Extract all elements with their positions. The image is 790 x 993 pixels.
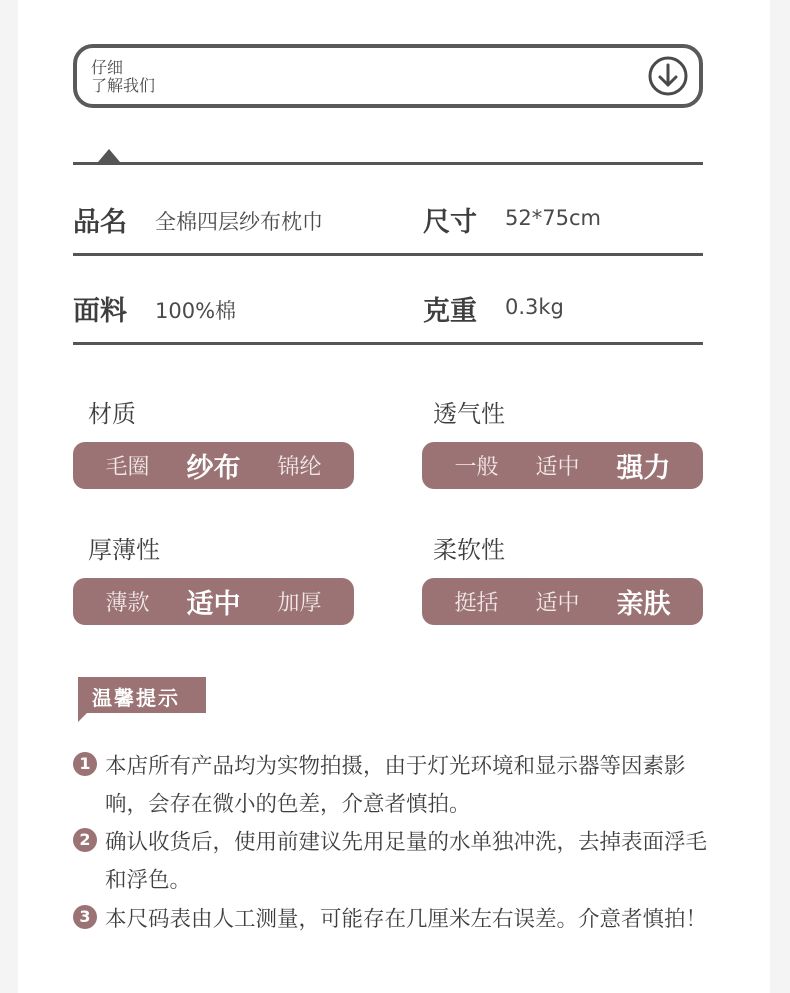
- spec-label-size: 尺寸: [423, 207, 477, 238]
- divider-pointer: [98, 149, 120, 162]
- attr-scale-thickness: [73, 578, 354, 625]
- spec-value-name: 全棉四层纱布枕巾: [155, 210, 323, 234]
- attr-title-material: 材质: [88, 400, 136, 428]
- banner-text: [91, 59, 155, 95]
- attr-scale-material: [73, 442, 354, 489]
- tip-note-2: [73, 824, 713, 904]
- section-divider: [73, 162, 703, 165]
- number-badge-2: 2: [73, 828, 97, 852]
- attr-option-selected: 纱布: [186, 453, 241, 484]
- tip-note-text: 确认收货后，使用前建议先用足量的水单独冲洗，去掉表面浮毛和浮色。: [105, 830, 708, 893]
- spec-value-size: 52*75cm: [505, 206, 601, 230]
- banner-line-2: 了解我们: [91, 76, 156, 95]
- tip-note-1: [73, 748, 713, 828]
- arrow-down-circle-icon[interactable]: [647, 55, 689, 97]
- attr-option: 锦纶: [277, 455, 322, 480]
- spec-label-fabric: 面料: [73, 296, 127, 327]
- attr-option: 毛圈: [105, 455, 150, 480]
- attr-scale-softness: [422, 578, 703, 625]
- attr-option-selected: 强力: [616, 453, 671, 484]
- attr-title-thickness: 厚薄性: [88, 536, 160, 564]
- spec-value-fabric: 100%棉: [155, 299, 237, 323]
- spec-row-fabric-weight: [73, 285, 703, 345]
- spec-value-weight: 0.3kg: [505, 295, 564, 319]
- spec-row-divider: [73, 342, 703, 345]
- number-badge-3: 3: [73, 905, 97, 929]
- attr-option-selected: 适中: [186, 589, 241, 620]
- product-detail-page: [18, 0, 770, 993]
- banner-line-1: 仔细: [91, 58, 124, 77]
- attr-option: 适中: [535, 455, 580, 480]
- spec-label-weight: 克重: [423, 296, 477, 327]
- attr-option: 适中: [535, 591, 580, 616]
- tip-note-3: [73, 901, 713, 981]
- attr-option: 薄款: [105, 591, 150, 616]
- attr-option: 挺括: [454, 591, 499, 616]
- attr-option: 加厚: [277, 591, 322, 616]
- attr-option: 一般: [454, 455, 499, 480]
- attr-title-softness: 柔软性: [433, 536, 505, 564]
- attr-option-selected: 亲肤: [616, 589, 671, 620]
- number-badge-1: 1: [73, 752, 97, 776]
- spec-row-name-size: [73, 196, 703, 256]
- spec-row-divider: [73, 253, 703, 256]
- tip-note-text: 本尺码表由人工测量，可能存在几厘米左右误差。介意者慎拍！: [105, 907, 708, 932]
- tips-tag: 温馨提示: [78, 677, 206, 713]
- tip-note-text: 本店所有产品均为实物拍摄，由于灯光环境和显示器等因素影响，会存在微小的色差，介意者慎拍。: [105, 754, 686, 817]
- spec-label-name: 品名: [73, 207, 127, 238]
- tips-tag-fold: [78, 713, 87, 722]
- attr-title-breathability: 透气性: [433, 400, 505, 428]
- attr-scale-breathability: [422, 442, 703, 489]
- learn-more-banner[interactable]: [73, 44, 703, 108]
